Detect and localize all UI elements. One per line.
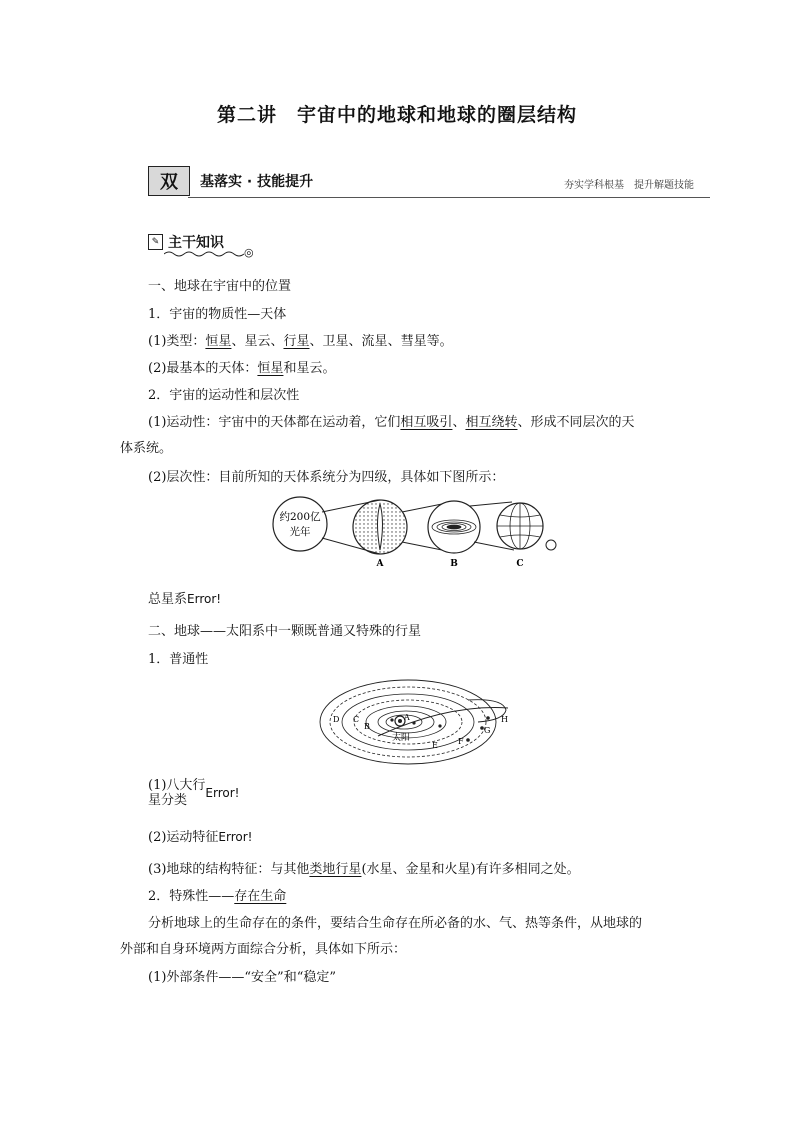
motion-sep: 、 bbox=[452, 415, 466, 430]
motion-term-1: 相互吸引 bbox=[400, 415, 453, 430]
type-item: 彗星 bbox=[400, 334, 427, 349]
types-line: (1)类型：恒星、星云、行星、卫星、流星、彗星等。 bbox=[148, 334, 453, 349]
basic-prefix: (2)最基本的天体： bbox=[148, 361, 258, 376]
types-suffix: 等。 bbox=[426, 334, 453, 349]
total-line bbox=[148, 588, 221, 607]
sub2-prefix: 2．特殊性—— bbox=[148, 889, 235, 904]
planet-label-e: E bbox=[432, 741, 438, 750]
connector-line bbox=[470, 502, 512, 506]
motion-feature-label: (2)运动特征 bbox=[148, 830, 219, 845]
structure-line bbox=[148, 858, 580, 877]
pen-icon: ✎ bbox=[148, 234, 163, 250]
banner-rule bbox=[188, 197, 710, 198]
type-item: 行星 bbox=[283, 334, 310, 349]
solar-system-figure bbox=[318, 674, 518, 770]
part1-sub1: 1．宇宙的物质性—天体 bbox=[148, 307, 287, 322]
part1-heading: 一、地球在宇宙中的位置 bbox=[148, 279, 292, 294]
error-text: Error! bbox=[218, 830, 253, 844]
external-conditions-line: (1)外部条件——“安全”和“稳定” bbox=[148, 970, 336, 985]
basic-item: 恒星 bbox=[257, 361, 284, 376]
hierarchy-line: (2)层次性：目前所知的天体系统分为四级，具体如下图所示： bbox=[148, 470, 505, 485]
motion-feature-line bbox=[148, 826, 252, 845]
planet-label-d: D bbox=[333, 715, 340, 724]
motion-term-2: 相互绕转 bbox=[465, 415, 518, 430]
fig-label-a: A bbox=[376, 559, 384, 569]
planet-label-c: C bbox=[353, 715, 360, 724]
type-item: 星云 bbox=[244, 334, 271, 349]
moon-circle bbox=[546, 540, 556, 550]
paragraph-line-1: 分析地球上的生命存在的条件，要结合生命存在所必备的水、气、热等条件，从地球的 bbox=[148, 916, 643, 931]
total-label: 总星系 bbox=[148, 592, 188, 607]
type-item: 流星 bbox=[361, 334, 388, 349]
error-text: Error! bbox=[205, 786, 240, 800]
universe-circle bbox=[273, 497, 327, 551]
structure-suffix: (水星、金星和火星)有许多相同之处。 bbox=[361, 862, 580, 877]
sub2-term: 存在生命 bbox=[234, 889, 287, 904]
basic-line bbox=[148, 357, 335, 376]
part2-sub2 bbox=[148, 885, 286, 904]
classification-label-line-2: 星分类 bbox=[148, 793, 188, 808]
planet-label-b: B bbox=[364, 722, 370, 731]
fig-label-b: B bbox=[450, 559, 458, 569]
basic-suffix: 。 bbox=[322, 361, 336, 376]
motion-line-2: 体系统。 bbox=[120, 441, 173, 456]
part2-heading: 二、地球——太阳系中一颗既普通又特殊的行星 bbox=[148, 624, 422, 639]
fig-label-c: C bbox=[516, 559, 524, 569]
planet-label-a: A bbox=[404, 713, 410, 722]
section-banner bbox=[148, 162, 710, 198]
types-prefix: (1)类型： bbox=[148, 334, 206, 349]
basic-item: 星云 bbox=[296, 361, 323, 376]
classification-label-line-1: (1)八大行 bbox=[148, 778, 206, 793]
wave-underline bbox=[164, 250, 246, 258]
part1-sub2: 2．宇宙的运动性和层次性 bbox=[148, 388, 300, 403]
structure-prefix: (3)地球的结构特征：与其他 bbox=[148, 862, 310, 877]
classification-line bbox=[148, 778, 239, 808]
motion-line bbox=[148, 411, 634, 430]
page-title: 第二讲 宇宙中的地球和地球的圈层结构 bbox=[216, 104, 577, 126]
type-item: 恒星 bbox=[205, 334, 232, 349]
classification-label bbox=[148, 778, 205, 808]
basic-joiner: 和 bbox=[283, 361, 297, 376]
banner-label: 基落实 · 技能提升 bbox=[200, 174, 314, 190]
planet-label-h: H bbox=[501, 715, 508, 724]
motion-suffix: 、形成不同层次的天 bbox=[517, 415, 635, 430]
type-item: 卫星 bbox=[322, 334, 349, 349]
part2-sub1: 1．普通性 bbox=[148, 652, 209, 667]
circle-label-1: 约200亿 bbox=[279, 511, 321, 523]
planet-label-g: G bbox=[484, 726, 491, 735]
paragraph-line-2: 外部和自身环境两方面综合分析，具体如下所示： bbox=[120, 942, 407, 957]
celestial-hierarchy-figure bbox=[262, 494, 562, 572]
sun-label: 太阳 bbox=[392, 733, 411, 743]
planet-label-f: F bbox=[458, 737, 464, 746]
banner-right-text: 夯实学科根基 提升解题技能 bbox=[564, 180, 694, 191]
banner-box: 双 bbox=[148, 166, 190, 196]
motion-prefix: (1)运动性：宇宙中的天体都在运动着，它们 bbox=[148, 415, 401, 430]
section-heading-text: 主干知识 bbox=[168, 235, 224, 251]
error-text: Error! bbox=[187, 592, 222, 606]
circle-label-2: 光年 bbox=[289, 526, 311, 538]
structure-term: 类地行星 bbox=[309, 862, 362, 877]
target-icon: ◎ bbox=[244, 246, 254, 259]
